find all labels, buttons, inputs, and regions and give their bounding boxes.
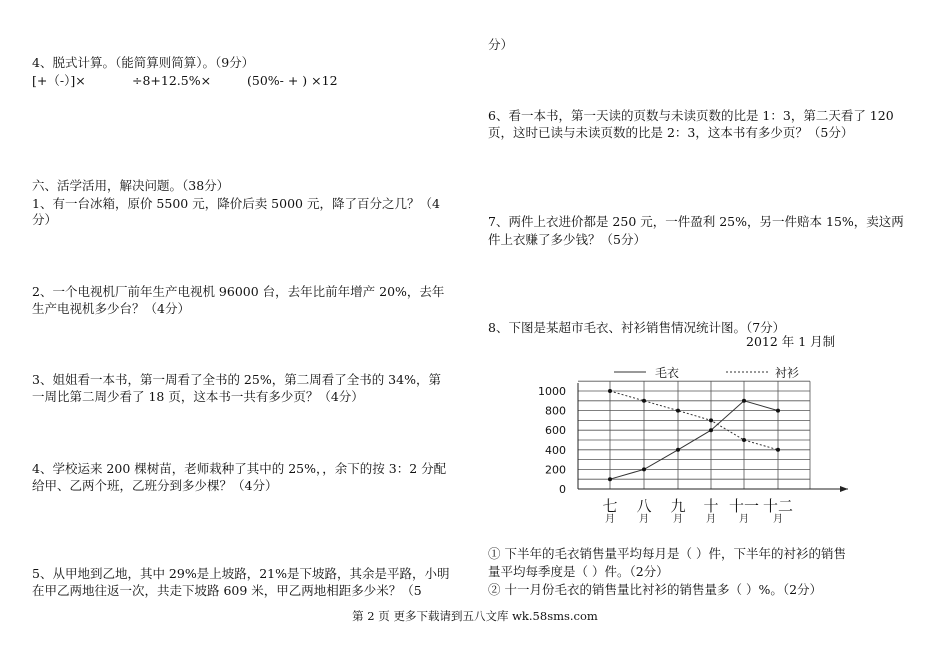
x-tick-label: 七 — [602, 497, 618, 515]
y-tick-label: 800 — [545, 404, 566, 418]
problem-2-line-2: 生产电视机多少台？（4分） — [32, 301, 190, 316]
problem-3-line-1: 3、姐姐看一本书，第一周看了全书的 25%，第二周看了全书的 34%，第 — [32, 372, 441, 387]
problem-6-line-1: 6、看一本书，第一天读的页数与未读页数的比是 1：3，第二天看了 120 — [488, 108, 894, 123]
problem-3-line-2: 一周比第二周少看了 18 页，这本书一共有多少页？（4分） — [32, 389, 364, 404]
y-tick-label: 0 — [559, 483, 566, 496]
data-point — [742, 399, 746, 403]
page-footer: 第 2 页 更多下载请到五八文库 wk.58sms.com — [352, 609, 598, 623]
problem-5-line-2: 在甲乙两地往返一次，共走下坡路 609 米，甲乙两地相距多少米？（5 — [32, 583, 422, 598]
x-tick-label-unit: 月 — [639, 514, 649, 525]
legend-label-sweater: 毛衣 — [655, 366, 680, 380]
question-4-title: 4、脱式计算。（能简算则简算）。（9分） — [32, 55, 255, 70]
data-point — [676, 448, 680, 452]
question-8-1-line-2: 量平均每季度是（ ）件。（2分） — [488, 564, 669, 579]
data-point — [742, 438, 746, 442]
problem-2-line-1: 2、一个电视机厂前年生产电视机 96000 台，去年比前年增产 20%，去年 — [32, 284, 445, 299]
expression-3: (50%- + ) ×12 — [247, 73, 338, 88]
problem-7-line-1: 7、两件上衣进价都是 250 元，一件盈利 25%，另一件赔本 15%，卖这两 — [488, 214, 904, 229]
data-point — [776, 409, 780, 413]
problem-7-line-2: 件上衣赚了多少钱？（5分） — [488, 232, 646, 247]
problem-4-line-1: 4、学校运来 200 棵树苗，老师栽种了其中的 25%，，余下的按 3：2 分配 — [32, 461, 447, 476]
problem-8-title: 8、下图是某超市毛衣、衬衫销售情况统计图。（7分） — [488, 320, 786, 335]
data-point — [676, 409, 680, 413]
data-point — [608, 389, 612, 393]
problem-5-line-1: 5、从甲地到乙地，其中 29%是上坡路，21%是下坡路，其余是平路，小明 — [32, 566, 450, 581]
question-8-2: ② 十一月份毛衣的销售量比衬衫的销售量多（ ）%。（2分） — [488, 582, 823, 597]
legend-label-shirt: 衬衫 — [775, 366, 800, 380]
data-point — [709, 428, 713, 432]
expression-1: [+（-）]× — [32, 73, 86, 88]
data-point — [642, 399, 646, 403]
x-axis-arrow — [840, 486, 848, 492]
expression-2: ÷8+12.5%× — [132, 73, 212, 88]
section-6-title: 六、活学活用，解决问题。（38分） — [32, 178, 230, 193]
data-point — [608, 477, 612, 481]
x-tick-label: 九 — [670, 497, 686, 515]
data-point — [709, 418, 713, 422]
y-tick-label: 400 — [545, 443, 566, 457]
data-point — [642, 467, 646, 471]
problem-1-line-1: 1、有一台冰箱，原价 5500 元，降价后卖 5000 元，降了百分之几？（4 — [32, 196, 440, 211]
problem-1-line-2: 分） — [32, 212, 58, 227]
y-tick-label: 600 — [545, 424, 566, 438]
x-tick-label-unit: 月 — [739, 514, 749, 525]
y-tick-label: 200 — [545, 463, 566, 477]
problem-6-line-2: 页，这时已读与未读页数的比是 2：3，这本书有多少页？（5分） — [488, 125, 854, 140]
problem-5-continuation: 分） — [488, 37, 514, 52]
x-tick-label: 十一 — [728, 497, 760, 515]
chart-date: 2012 年 1 月制 — [746, 334, 836, 349]
y-tick-label: 1000 — [538, 385, 566, 398]
x-tick-label-unit: 月 — [673, 514, 683, 525]
data-point — [776, 448, 780, 452]
x-tick-label: 八 — [636, 497, 652, 515]
x-tick-label-unit: 月 — [706, 514, 716, 525]
problem-4-line-2: 给甲、乙两个班，乙班分到多少棵？（4分） — [32, 478, 278, 493]
x-tick-label-unit: 月 — [605, 514, 615, 525]
x-tick-label: 十 — [703, 497, 719, 515]
x-tick-label: 十二 — [762, 497, 794, 515]
x-tick-label-unit: 月 — [773, 514, 783, 525]
question-8-1-line-1: ① 下半年的毛衣销售量平均每月是（ ）件，下半年的衬衫的销售 — [488, 546, 846, 561]
